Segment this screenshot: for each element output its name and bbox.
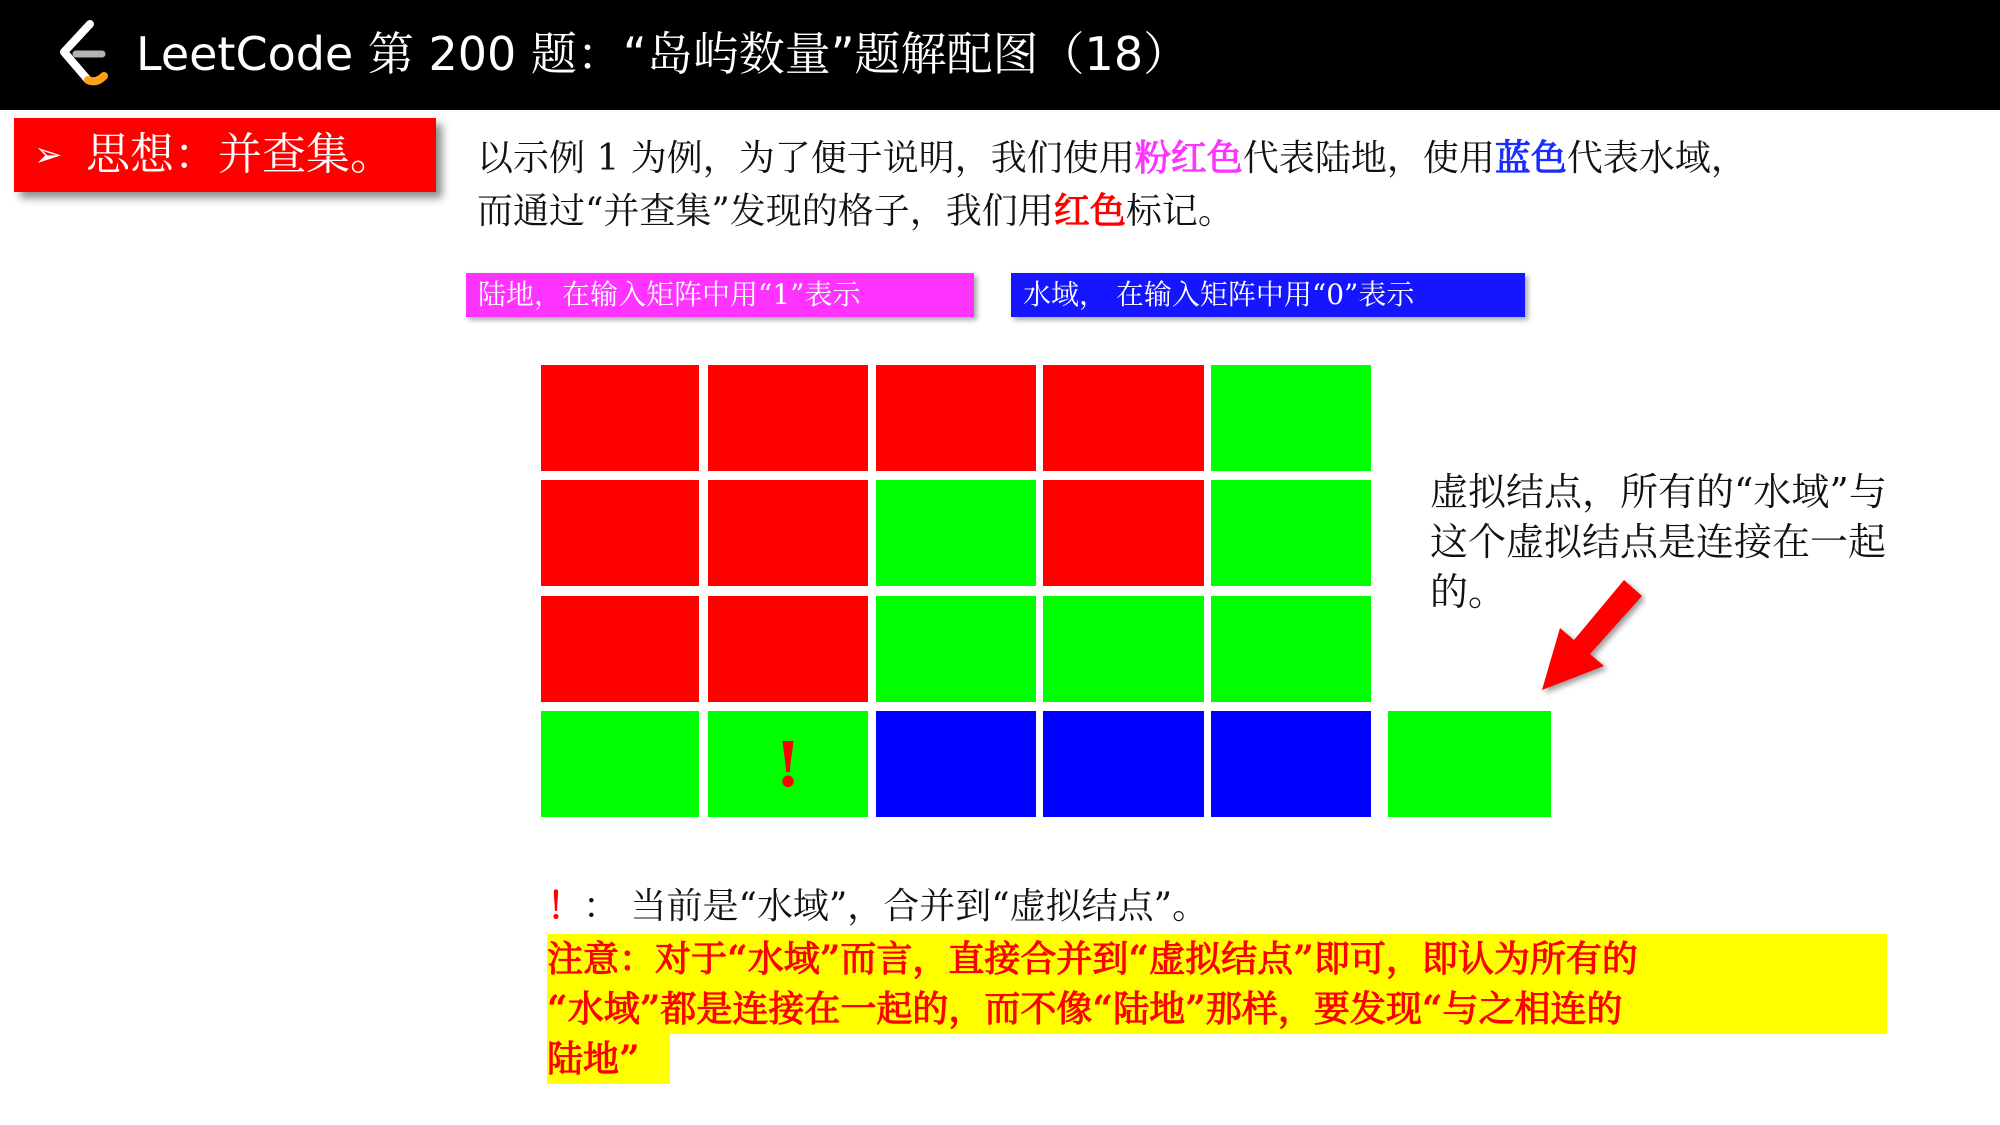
grid-cell-blue (876, 711, 1036, 817)
virtual-node-note: 虚拟结点，所有的“水域”与这个虚拟结点是连接在一起的。 (1430, 470, 1887, 614)
grid-cell-red (876, 365, 1036, 471)
intro-text-segment: 以示例 1 为例，为了便于说明，我们使用 (477, 138, 1135, 179)
legend-land: 陆地，在输入矩阵中用“1”表示 (466, 273, 974, 317)
explanation-text: ： 当前是“水域”，合并到“虚拟结点”。 (583, 886, 1209, 927)
page-title: LeetCode 第 200 题：“岛屿数量”题解配图（18） (136, 27, 1190, 81)
grid-cell-green (1211, 596, 1371, 702)
pointer-arrow-icon (1538, 576, 1646, 696)
grid-cell-green (541, 711, 699, 817)
grid-cell-red (708, 596, 868, 702)
virtual-node (1388, 711, 1551, 817)
warning-line-2: “水域”都是连接在一起的，而不像“陆地”那样，要发现“与之相连的 (547, 984, 1887, 1034)
warning-line-1: 注意：对于“水域”而言，直接合并到“虚拟结点”即可，即认为所有的 (547, 934, 1887, 984)
grid-cell-blue (1211, 711, 1371, 817)
grid-cell-red (541, 596, 699, 702)
grid-cell-red (541, 480, 699, 586)
grid-cell-green (1211, 480, 1371, 586)
section-tag-text: 思想：并查集。 (86, 129, 394, 180)
intro-text-segment: 代表水域， (1566, 138, 1747, 179)
grid-cell-red (708, 365, 868, 471)
grid-cell-green (1043, 596, 1204, 702)
explanation-line (547, 880, 1208, 933)
exclamation-icon: ！ (547, 885, 584, 927)
grid-cell-red (1043, 365, 1204, 471)
grid-cell-red (708, 480, 868, 586)
grid-cell-green (876, 596, 1036, 702)
warning-line-3: 陆地” (547, 1034, 670, 1084)
highlight-blue: 蓝色 (1494, 137, 1567, 179)
grid-cell-green (876, 480, 1036, 586)
legend-water: 水域， 在输入矩阵中用“0”表示 (1011, 273, 1525, 317)
intro-text-segment: 代表陆地，使用 (1242, 138, 1495, 179)
arrow-bullet-icon: ➢ (34, 135, 63, 175)
grid-cell-green (1211, 365, 1371, 471)
intro-text-segment: 而通过“并查集”发现的格子，我们用 (477, 191, 1054, 232)
marked-cell-symbol: ! (774, 728, 802, 801)
grid-cell-red (541, 365, 699, 471)
highlight-pink: 粉红色 (1134, 137, 1243, 179)
grid-cell-blue (1043, 711, 1204, 817)
intro-text-segment: 标记。 (1125, 191, 1234, 232)
highlight-red: 红色 (1053, 190, 1126, 232)
grid-cell-red (1043, 480, 1204, 586)
